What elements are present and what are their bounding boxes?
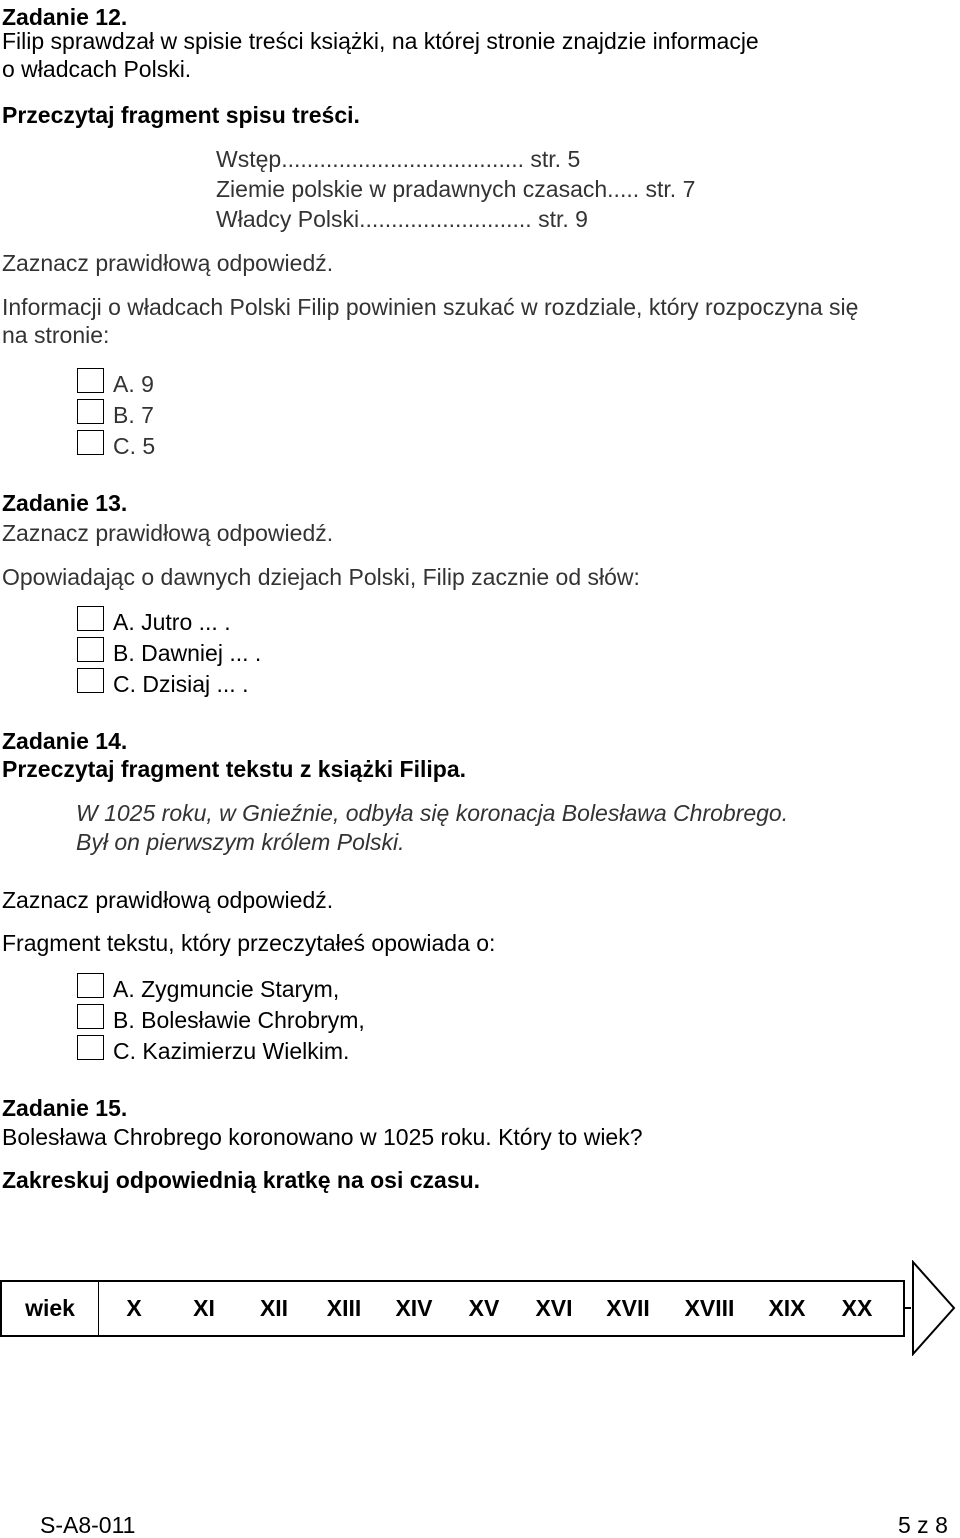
task-14-excerpt-line2: Był on pierwszym królem Polski. (76, 829, 405, 855)
century-cell[interactable]: XVII (606, 1295, 650, 1321)
century-cell[interactable]: XIV (395, 1295, 433, 1321)
task-12-intro-line1: Filip sprawdzał w spisie treści książki, na której stronie znajdzie informacje (2, 28, 759, 54)
task-15-heading: Zadanie 15. (2, 1095, 128, 1121)
task-14-question: Fragment tekstu, który przeczytałeś opowiada o: (2, 930, 496, 956)
century-cell[interactable]: XI (193, 1295, 215, 1321)
century-cell[interactable]: XVIII (684, 1295, 735, 1321)
answer-option-a: A. Zygmuncie Starym, (113, 976, 340, 1002)
timeline-arrow-icon (905, 1260, 957, 1356)
task-15-question: Bolesława Chrobrego koronowano w 1025 roku. Który to wiek? (2, 1124, 643, 1150)
answer-option-a: A. 9 (113, 371, 154, 397)
task-14-excerpt-line1: W 1025 roku, w Gnieźnie, odbyła się koronacja Bolesława Chrobrego. (76, 800, 789, 826)
task-15-instruction: Zakreskuj odpowiednią kratkę na osi czasu. (2, 1167, 481, 1193)
footer-code: S-A8-011 (40, 1512, 136, 1538)
century-cell[interactable]: X (126, 1295, 142, 1321)
answer-checkbox-a[interactable] (77, 606, 104, 631)
task-12-mark-instruction: Zaznacz prawidłową odpowiedź. (2, 250, 334, 276)
answer-checkbox-c[interactable] (77, 1035, 104, 1060)
century-cell[interactable]: XIX (768, 1295, 806, 1321)
century-cell[interactable]: XV (468, 1295, 500, 1321)
century-cell[interactable]: XVI (535, 1295, 573, 1321)
answer-checkbox-c[interactable] (77, 430, 104, 455)
answer-checkbox-b[interactable] (77, 399, 104, 424)
answer-checkbox-b[interactable] (77, 1004, 104, 1029)
answer-option-a: A. Jutro ... . (113, 609, 231, 635)
toc-entry: Ziemie polskie w pradawnych czasach..... str. 7 (216, 176, 696, 202)
toc-entry: Wstęp...................................... str. 5 (216, 146, 581, 172)
task-13-question: Opowiadając o dawnych dziejach Polski, Filip zacznie od słów: (2, 564, 640, 590)
answer-checkbox-a[interactable] (77, 973, 104, 998)
answer-checkbox-a[interactable] (77, 368, 104, 393)
century-cell[interactable]: XX (841, 1295, 873, 1321)
task-14-heading: Zadanie 14. (2, 728, 128, 754)
task-12-intro-line2: o władcach Polski. (2, 56, 192, 82)
task-12-read-instruction: Przeczytaj fragment spisu treści. (2, 102, 360, 128)
task-14-read-instruction: Przeczytaj fragment tekstu z książki Filipa. (2, 756, 466, 782)
task-14-mark-instruction: Zaznacz prawidłową odpowiedź. (2, 887, 334, 913)
answer-option-c: C. Kazimierzu Wielkim. (113, 1038, 350, 1064)
answer-checkbox-c[interactable] (77, 668, 104, 693)
answer-option-c: C. 5 (113, 433, 156, 459)
century-cell[interactable]: XIII (326, 1295, 362, 1321)
timeline-label: wiek (2, 1282, 99, 1335)
answer-checkbox-b[interactable] (77, 637, 104, 662)
answer-option-c: C. Dzisiaj ... . (113, 671, 249, 697)
task-13-mark-instruction: Zaznacz prawidłową odpowiedź. (2, 520, 334, 546)
answer-option-b: B. Dawniej ... . (113, 640, 262, 666)
footer-page-number: 5 z 8 (898, 1512, 948, 1538)
task-12-heading: Zadanie 12. (2, 4, 128, 30)
task-13-heading: Zadanie 13. (2, 490, 128, 516)
answer-option-b: B. 7 (113, 402, 154, 428)
toc-entry: Władcy Polski........................... str. 9 (216, 206, 588, 232)
century-cell[interactable]: XII (259, 1295, 289, 1321)
task-12-question-line1: Informacji o władcach Polski Filip powinien szukać w rozdziale, który rozpoczyna się (2, 294, 859, 320)
answer-option-b: B. Bolesławie Chrobrym, (113, 1007, 365, 1033)
timeline (0, 1280, 905, 1337)
task-12-question-line2: na stronie: (2, 322, 110, 348)
